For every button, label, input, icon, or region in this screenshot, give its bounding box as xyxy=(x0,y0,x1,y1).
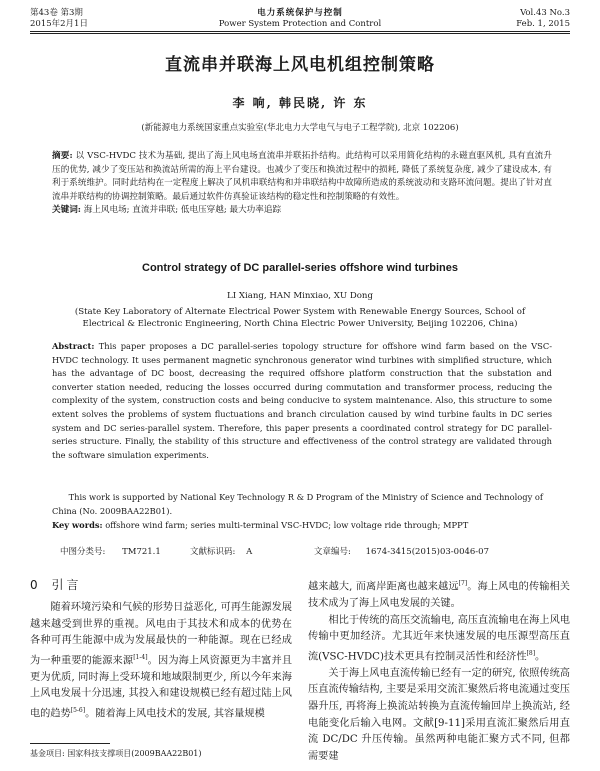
right-column xyxy=(308,576,570,765)
paper-affiliation: (新能源电力系统国家重点实验室(华北电力大学电气与电子工程学院), 北京 102206) xyxy=(141,123,459,133)
left-column xyxy=(30,600,292,723)
cn-keywords-text: 海上风电场; 直流并串联; 低电压穿越; 最大功率追踪 xyxy=(83,205,282,216)
section-heading xyxy=(30,576,81,593)
intro-paragraph-cont xyxy=(308,576,570,613)
cn-abstract-text: 以 VSC-HVDC 技术为基础, 提出了海上风电场直流串并联拓扑结构。此结构可以采用简化结构的永磁直驱风机, 具有直流升压的优势, 减少了变压站和换流站所需的海上平台建设。也减少了变压和换流过程中的损耗, 降低了系统复杂度, 减少了建设成本, 有利于系统维护。同时此结构在一定程度上解决了风机串联结构和并串联结构中故障所造成的系统波动和支路环流问题。提出了针对直流串并联结构的协调控制策略。最后通过软件仿真验证该结构的稳定性和控制策略的有效性。 xyxy=(52,151,552,202)
header-date-en: Feb. 1, 2015 xyxy=(516,19,570,29)
cn-keywords-label: 关键词: xyxy=(52,205,81,216)
article-label: 文章编号: xyxy=(314,547,351,557)
paper-authors: 李 响, 韩民晓, 许 东 xyxy=(232,96,368,110)
fund-footnote: 基金项目: 国家科技支撑项目(2009BAA22B01) xyxy=(30,749,202,758)
citation: [7] xyxy=(458,580,468,587)
article-number xyxy=(314,545,489,557)
header-journal-cn: 电力系统保护与控制 xyxy=(257,8,343,18)
en-keywords-label: Key words: xyxy=(52,520,103,530)
clc-number xyxy=(60,545,161,557)
en-authors: LI Xiang, HAN Minxiao, XU Dong xyxy=(227,291,373,301)
section-number: 0 xyxy=(30,578,38,592)
doc-value: A xyxy=(246,547,253,557)
intro-paragraph-1 xyxy=(30,600,292,723)
intro-p1-text-c: 。随着海上风电技术的发展, 其容量规模 xyxy=(85,708,265,720)
doc-code xyxy=(190,545,252,557)
footnote-rule xyxy=(30,743,110,744)
clc-label: 中图分类号: xyxy=(60,547,106,557)
clc-value: TM721.1 xyxy=(122,547,161,557)
intro-p2-text-b: 。 xyxy=(535,651,546,663)
en-support-note: This work is supported by National Key Technology R & D Program of the Ministry of Science and Technology of China (No. 2009BAA22B01). xyxy=(52,492,543,516)
intro-p2-text: 相比于传统的高压交流输电, 高压直流输电在海上风电传输中更加经济。尤其近年来快速发展的电压源型高压直流(VSC-HVDC)技术更具有控制灵活性和经济性 xyxy=(308,614,570,663)
cn-abstract xyxy=(52,150,552,218)
header-journal-en: Power System Protection and Control xyxy=(218,19,382,29)
header-date-cn: 2015年2月1日 xyxy=(30,19,88,29)
header-volume-en: Vol.43 No.3 xyxy=(520,8,570,18)
intro-p0-text-b: 。海上风电的传输相关技术成为了海上风电发展的关键。 xyxy=(308,581,570,609)
paper-title: 直流串并联海上风电机组控制策略 xyxy=(165,55,435,75)
citation: [5-6] xyxy=(70,706,86,714)
en-abstract-label: Abstract: xyxy=(52,341,95,351)
citation: [1-4] xyxy=(133,653,148,661)
intro-paragraph-3 xyxy=(308,666,570,766)
en-abstract-text: This paper proposes a DC parallel-series topology structure for offshore wind farm based on the VSC-HVDC technology. It uses permanent magnetic synchronous generator wind turbines with simplified structure, which has the advantage of DC boost, decreasing the required offshore platform construction that the substation and converter station needed, reducing the losses occurred during commutation and transformer process, reducing the complexity of the system, construction costs and being conducive to system maintenance. Also, this structure to some extent solves the problems of system fluctuations and branch circulation caused by wind turbine faults in DC series system and DC series-parallel system. Therefore, this paper presents a coordinated control strategy for DC parallel-series structure. Finally, the stability of this structure and effectiveness of the control strategy are validated through the software simulation experiments. xyxy=(52,341,553,460)
en-title: Control strategy of DC parallel-series offshore wind turbines xyxy=(142,262,458,274)
header-rule xyxy=(30,31,570,32)
en-keywords xyxy=(52,519,552,532)
intro-p1-text: 随着环境污染和气候的形势日益恶化, 可再生能源发展越来越受到世界的重视。风电由于其技术和成本的优势在各种可再生能源中成为发展最快的一种能源。现在已经成为一种重要的能源来源 xyxy=(30,602,292,667)
article-value: 1674-3415(2015)03-0046-07 xyxy=(365,547,489,557)
en-affiliation: (State Key Laboratory of Alternate Electrical Power System with Renewable Energy Sources, School of Electrical & Electronic Engineering, North China Electric Power University, Beijing 102206, China) xyxy=(74,307,526,329)
intro-p3-text: 关于海上风电直流传输已经有一定的研究, 依照传统高压直流传输结构, 主要是采用交流汇聚然后将电流通过变压器升压, 再将海上换流站转换为直流传输回岸上换流站, 经电能变化后输入电网。文献[9-11]采用直流汇聚然后用直流 DC/DC 升压传输。虽然两种电能汇聚方式不同, 但都需要建 xyxy=(308,667,570,762)
intro-p0-text: 越来越大, 而离岸距离也越来越远 xyxy=(308,581,459,593)
doc-label: 文献标识码: xyxy=(190,547,236,557)
intro-p1-text-b: 。因为海上风资源更为丰富并且更为优质, 同时海上受环境和地域限制更少, 所以今年来海上风电发展十分迅速, 其投入和建设规模已经有超过陆上风电的趋势 xyxy=(30,655,293,720)
intro-paragraph-2 xyxy=(308,613,570,666)
en-keywords-text: offshore wind farm; series multi-terminal VSC-HVDC; low voltage ride through; MPPT xyxy=(105,520,469,530)
section-title: 引言 xyxy=(51,578,82,592)
header-volume-cn: 第43卷 第3期 xyxy=(30,8,83,18)
en-abstract xyxy=(52,340,552,462)
header-rule-2 xyxy=(30,33,570,34)
cn-abstract-label: 摘要: xyxy=(52,151,73,161)
citation: [8] xyxy=(526,649,536,657)
